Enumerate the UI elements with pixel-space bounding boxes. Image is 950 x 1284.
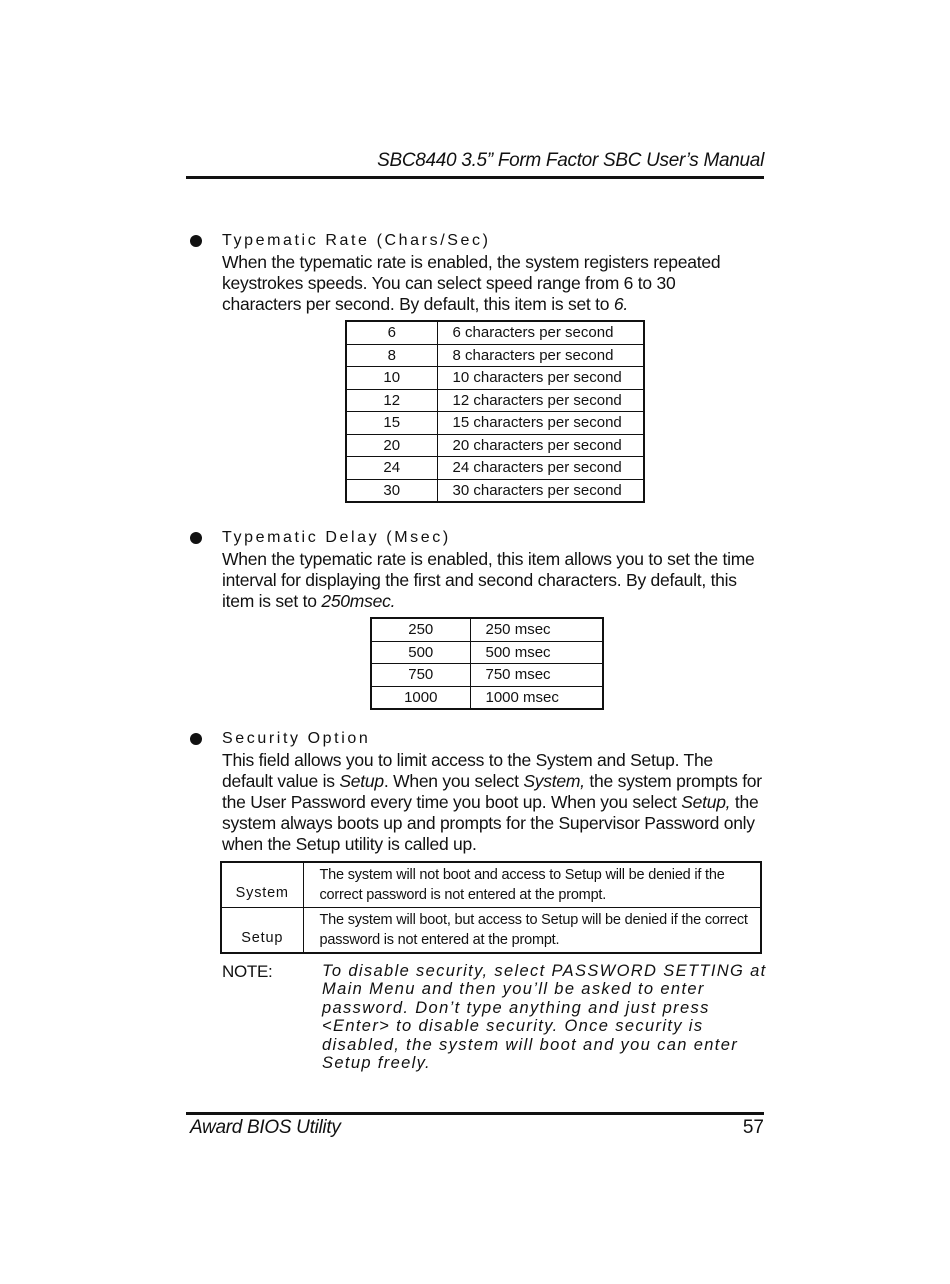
table-cell-value: 1000 bbox=[371, 686, 470, 709]
table-row bbox=[371, 686, 603, 709]
table-row bbox=[346, 367, 644, 390]
section-text-typematic-delay: When the typematic rate is enabled, this item allows you to set the time interval for displaying the first and second characters. By default, this item is set to 250msec. bbox=[222, 549, 755, 611]
table-cell-description: 12 characters per second bbox=[437, 389, 644, 412]
table-row bbox=[221, 908, 761, 954]
table-row bbox=[346, 344, 644, 367]
table-cell-description: 500 msec bbox=[470, 641, 603, 664]
table-cell-value: 20 bbox=[346, 434, 437, 457]
table-cell-description: 8 characters per second bbox=[437, 344, 644, 367]
table-cell-description: 20 characters per second bbox=[437, 434, 644, 457]
table-row bbox=[221, 862, 761, 908]
page-number: 57 bbox=[742, 1117, 764, 1138]
table-cell-value: 12 bbox=[346, 389, 437, 412]
table-row bbox=[371, 664, 603, 687]
table-row bbox=[346, 479, 644, 502]
table-cell-description: 1000 msec bbox=[470, 686, 603, 709]
section-text-typematic-rate: When the typematic rate is enabled, the system registers repeated keystrokes speeds. You can select speed range from 6 to 30 characters per second. By default, this item is set to 6. bbox=[222, 252, 721, 314]
header-rule bbox=[186, 176, 764, 179]
bullet-icon bbox=[190, 733, 202, 745]
table-cell-value: 250 bbox=[371, 618, 470, 641]
table-cell-description: 10 characters per second bbox=[437, 367, 644, 390]
table-cell-option: System bbox=[221, 862, 303, 908]
section-heading-typematic-delay: Typematic Delay (Msec) bbox=[222, 529, 451, 546]
table-cell-value: 500 bbox=[371, 641, 470, 664]
table-cell-value: 10 bbox=[346, 367, 437, 390]
table-cell-description: 24 characters per second bbox=[437, 457, 644, 480]
footer-rule bbox=[186, 1112, 764, 1115]
table-row bbox=[371, 618, 603, 641]
table-cell-option: Setup bbox=[221, 908, 303, 954]
table-row bbox=[346, 389, 644, 412]
table-row bbox=[346, 434, 644, 457]
bullet-icon bbox=[190, 532, 202, 544]
table-cell-description: 6 characters per second bbox=[437, 321, 644, 344]
note-text: To disable security, select PASSWORD SETTING at Main Menu and then you’ll be asked to enter password. Don’t type anything and just press <Enter> to disable security. Once security is disabled, the system will boot and you can enter Setup freely. bbox=[322, 962, 767, 1073]
table-cell-value: 30 bbox=[346, 479, 437, 502]
table-row bbox=[346, 321, 644, 344]
table-cell-description: 750 msec bbox=[470, 664, 603, 687]
table-row bbox=[371, 641, 603, 664]
page-header-title: SBC8440 3.5” Form Factor SBC User’s Manual bbox=[377, 150, 764, 171]
table-cell-description: 15 characters per second bbox=[437, 412, 644, 435]
section-heading-security-option: Security Option bbox=[222, 730, 371, 747]
table-row bbox=[346, 412, 644, 435]
table-cell-value: 15 bbox=[346, 412, 437, 435]
table-cell-description: The system will not boot and access to Setup will be denied if the correct password is not entered at the prompt. bbox=[303, 862, 761, 908]
section-heading-typematic-rate: Typematic Rate (Chars/Sec) bbox=[222, 232, 491, 249]
footer-section-title: Award BIOS Utility bbox=[190, 1117, 341, 1138]
table-row bbox=[346, 457, 644, 480]
table-cell-value: 24 bbox=[346, 457, 437, 480]
security-option-table bbox=[220, 861, 762, 954]
note-label: NOTE: bbox=[222, 962, 273, 981]
typematic-rate-table bbox=[345, 320, 645, 503]
table-cell-description: The system will boot, but access to Setup will be denied if the correct password is not entered at the prompt. bbox=[303, 908, 761, 954]
table-cell-value: 6 bbox=[346, 321, 437, 344]
table-cell-description: 250 msec bbox=[470, 618, 603, 641]
table-cell-value: 8 bbox=[346, 344, 437, 367]
section-text-security-option: This field allows you to limit access to the System and Setup. The default value is Setup. When you select System, the system prompts for the User Password every time you boot up. When you select Setup, the system always boots up and prompts for the Supervisor Password only when the Setup utility is called up. bbox=[222, 750, 762, 854]
table-cell-value: 750 bbox=[371, 664, 470, 687]
typematic-delay-table bbox=[370, 617, 604, 710]
table-cell-description: 30 characters per second bbox=[437, 479, 644, 502]
bullet-icon bbox=[190, 235, 202, 247]
